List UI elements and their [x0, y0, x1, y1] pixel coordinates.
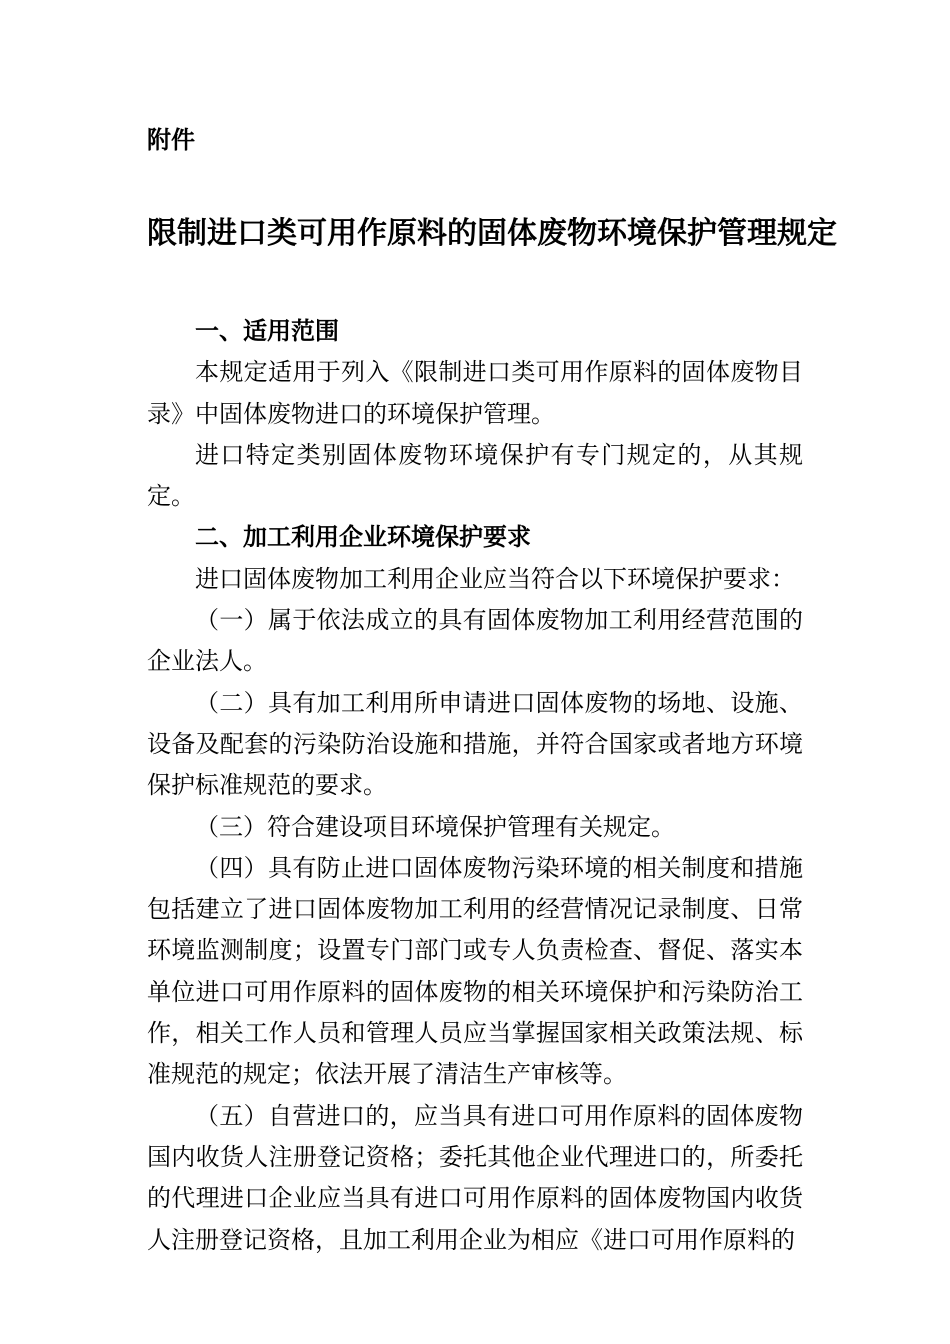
section-heading-scope: 一、适用范围: [195, 317, 339, 345]
paragraph: （三）符合建设项目环境保护管理有关规定。: [195, 812, 675, 841]
attachment-label: 附件: [147, 126, 195, 154]
paragraph: （二）具有加工利用所申请进口固体废物的场地、设施、设备及配套的污染防治设施和措施，并符合国家或者地方环境保护标准规范的要求。: [147, 688, 803, 800]
paragraph: 进口特定类别固体废物环境保护有专门规定的，从其规定。: [147, 440, 803, 511]
paragraph: （四）具有防止进口固体废物污染环境的相关制度和措施包括建立了进口固体废物加工利用的经营情况记录制度、日常环境监测制度；设置专门部门或专人负责检查、督促、落实本单位进口可用作原料的固体废物的相关环境保护和污染防治工作，相关工作人员和管理人员应当掌握国家相关政策法规、标准规范的规定；依法开展了清洁生产审核等。: [147, 853, 803, 1089]
paragraph: 进口固体废物加工利用企业应当符合以下环境保护要求：: [195, 564, 795, 593]
document-title: 限制进口类可用作原料的固体废物环境保护管理规定: [147, 216, 837, 251]
paragraph: （一）属于依法成立的具有固体废物加工利用经营范围的企业法人。: [147, 606, 803, 676]
paragraph: （五）自营进口的，应当具有进口可用作原料的固体废物国内收货人注册登记资格；委托其他企业代理进口的，所委托的代理进口企业应当具有进口可用作原料的固体废物国内收货人注册登记资格，且加工利用企业为相应《进口可用作原料的: [147, 1101, 803, 1254]
paragraph: 本规定适用于列入《限制进口类可用作原料的固体废物目录》中固体废物进口的环境保护管理。: [147, 358, 803, 428]
section-heading-requirements: 二、加工利用企业环境保护要求: [195, 523, 531, 552]
document-body: [147, 311, 803, 1261]
